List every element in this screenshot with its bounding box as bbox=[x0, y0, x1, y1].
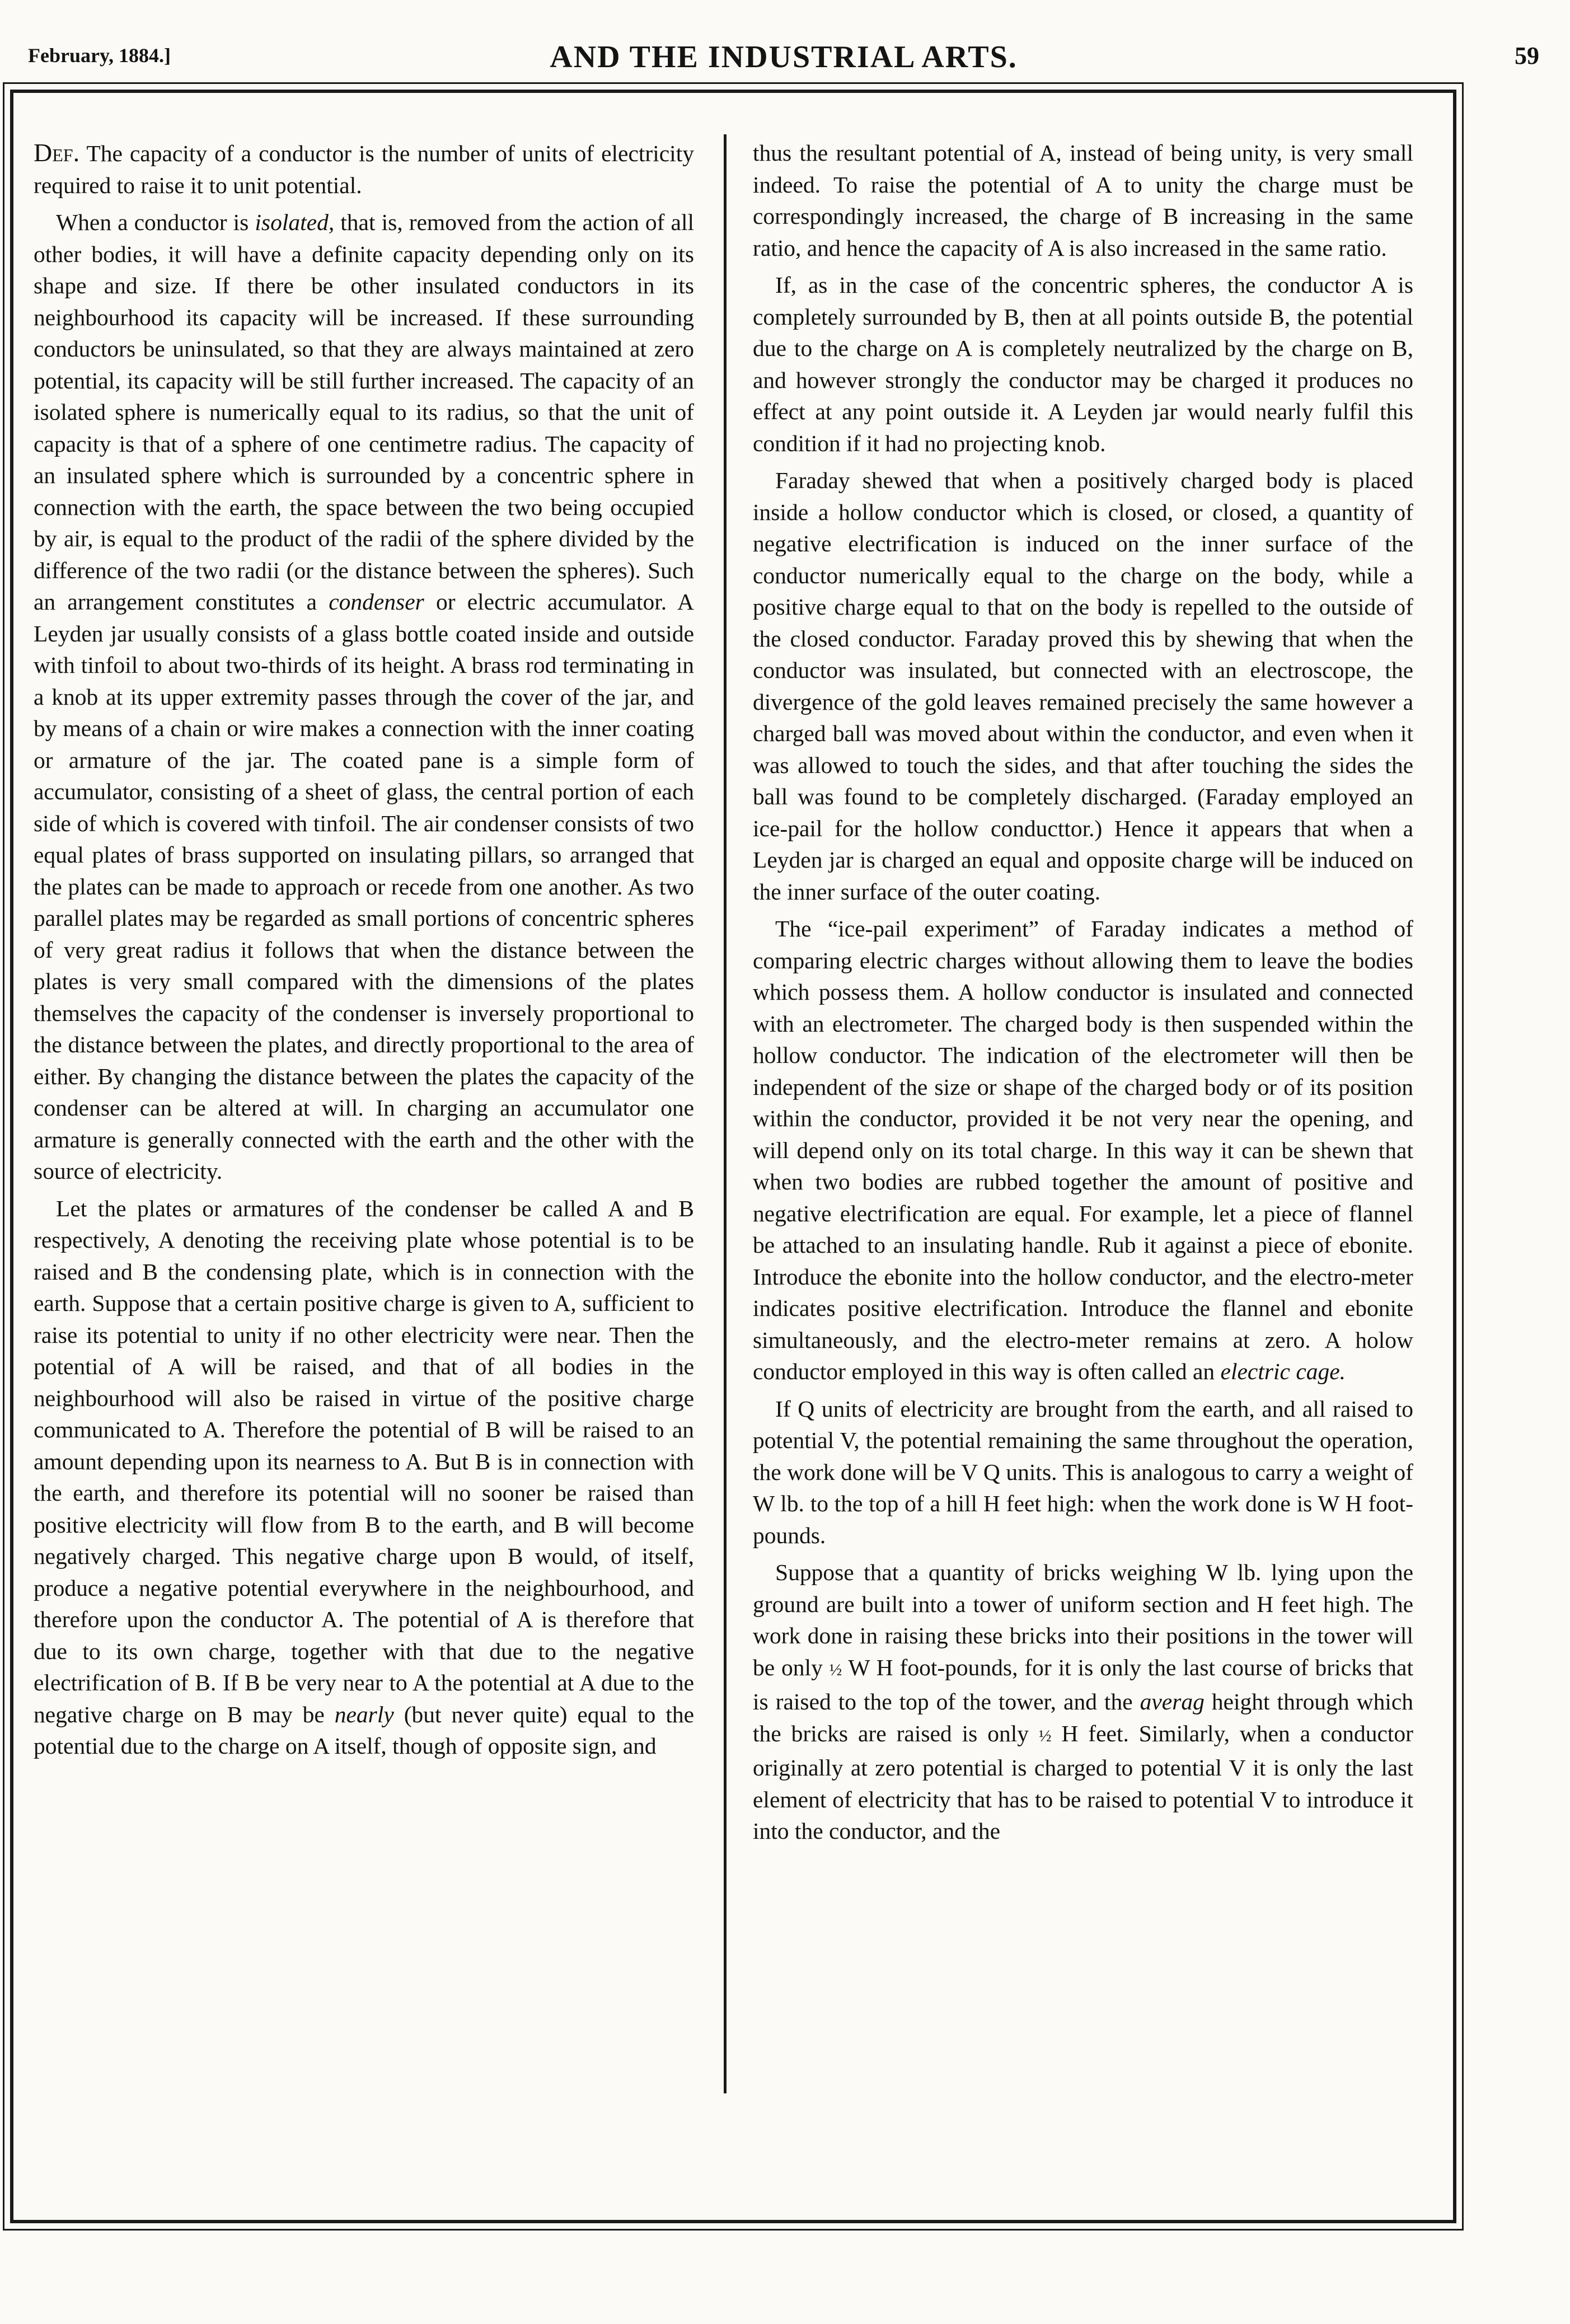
text-run: The “ice-pail experiment” of Faraday indicates a method of comparing electric charges without allowing them to leave the bodies which possess them. A hollow conductor is insulated and connected with an electrometer. The charged body is then suspended within the hollow conductor. The indication of the electrometer will then be independent of the size or shape of the charged body or of its position within the conductor, provided it be not very near the opening, and will depend only on its total charge. In this way it can be shewn that when two bodies are rubbed together the amount of positive and negative electrification are equal. For example, let a piece of flannel be attached to an insulating handle. Rub it against a piece of ebonite. Introduce the ebonite into the hollow conductor, and the electro-meter indicates positive electrification. Introduce the flannel and ebonite simultaneously, and the electro-meter remains at zero. A holow conductor employed in this way is often called an bbox=[753, 916, 1413, 1384]
paragraph: If Q units of electricity are brought from the earth, and all raised to potential V, the potential remaining the same throughout the operation, the work done will be V Q units. This is analogous to carry a weight of W lb. to the top of a hill H feet high: when the work done is W H foot-pounds. bbox=[753, 1395, 1413, 1548]
text-run: H feet. Similarly, when a conductor originally at zero potential is charged to potential V it is only the last element of electricity that has to be raised to potential V to introduce it into the conductor, and the bbox=[753, 1720, 1414, 1844]
fraction: ½ bbox=[1038, 1726, 1052, 1745]
text-run: that is, removed from the action of all other bodies, it will have a definite capacity depending only on its shape and size. If there be other insulated conductors in its neighbourhood its capacity will be increased. If these surrounding conductors be uninsulated, so that they are always maintained at zero potential, its capacity will be still further increased. The capacity of an isolated sphere is numerically equal to its radius, so that the unit of capacity is that of a sphere of one centimetre radius. The capacity of an insulated sphere which is surrounded by a concentric sphere in connection with the earth, the space between the two being occupied by air, is equal to the product of the radii of the sphere divided by the difference of the two radii (or the distance between the spheres). Such an arrangement constitutes a bbox=[34, 209, 695, 615]
italic-text: electric cage. bbox=[1220, 1358, 1346, 1384]
definition-paragraph bbox=[34, 137, 694, 201]
header-date: February, 1884.] bbox=[28, 44, 171, 67]
italic-text: isolated, bbox=[255, 209, 335, 235]
text-run: (but never quite) equal to the potential due to the charge on A itself, though of opposite sign, and bbox=[34, 1701, 695, 1759]
fraction: ½ bbox=[829, 1660, 842, 1679]
text-run: or electric accumulator. A Leyden jar usually consists of a glass bottle coated inside and outside with tinfoil to about two-thirds of its height. A brass rod terminating in a knob at its upper extremity passes through the cover of the jar, and by means of a chain or wire makes a connection with the inner coating or armature of the jar. The coated pane is a simple form of accumulator, consisting of a sheet of glass, the central portion of each side of which is covered with tinfoil. The air condenser consists of two equal plates of brass supported on insulating pillars, so arranged that the plates can be made to approach or recede from one another. As two parallel plates may be regarded as small portions of concentric spheres of very great radius it follows that when the distance between the plates is very small compared with the dimensions of the plates themselves the capacity of the condenser is inversely proportional to the distance between the plates, and directly proportional to the area of either. By changing the distance between the plates the capacity of the condenser can be altered at will. In charging an accumulator one armature is generally connected with the earth and the other with the source of electricity. bbox=[34, 589, 695, 1184]
text-run: height through which the bricks are raised is only bbox=[753, 1689, 1414, 1746]
paragraph bbox=[753, 1557, 1413, 1847]
text-run: Let the plates or armatures of the condenser be called A and B respectively, A denoting the receiving plate whose potential is to be raised and B the condensing plate, which is in connection with the earth. Suppose that a certain positive charge is given to A, sufficient to raise its potential to unity if no other electricity were near. Then the potential of A will be raised, and that of all bodies in the neighbourhood will also be raised in virtue of the positive charge communicated to A. Therefore the potential of B will be raised to an amount depending upon its nearness to A. But B is in connection with the earth, and therefore its potential will no sooner be raised than positive electricity will flow from B to the earth, and B will become negatively charged. This negative charge upon B would, of itself, produce a negative potential everywhere in the neighbourhood, and therefore upon the conductor A. The potential of A is therefore that due to its own charge, together with that due to the negative electrification of B. If B be very near to A the potential at A due to the negative charge on B may be bbox=[34, 1195, 694, 1727]
text-run: When a conductor is bbox=[56, 209, 249, 235]
page-header bbox=[22, 34, 1545, 90]
def-label: Def. bbox=[34, 138, 80, 167]
def-text: The capacity of a conductor is the number of units of electricity required to raise it to unit potential. bbox=[34, 140, 694, 198]
paragraph bbox=[34, 207, 694, 1187]
paragraph: thus the resultant potential of A, instead of being unity, is very small indeed. To raise the potential of A to unity the charge must be correspondingly increased, the charge of B increasing in the same ratio, and hence the capacity of A is also increased in the same ratio. bbox=[753, 140, 1413, 261]
paragraph bbox=[753, 913, 1413, 1388]
column-divider bbox=[724, 134, 727, 2093]
paragraph: Faraday shewed that when a positively charged body is placed inside a hollow conductor which is closed, or closed, a quantity of negative electrification is induced on the inner surface of the conductor numerically equal to the charge on the body, while a positive charge equal to that on the body is repelled to the outside of the closed conductor. Faraday proved this by shewing that when the conductor was insulated, but connected with an electroscope, the divergence of the gold leaves remained precisely the same however a charged ball was moved about within the conductor, and even when it was allowed to touch the sides, and that after touching the sides the ball was found to be completely discharged. (Faraday employed an ice-pail for the hollow conducttor.) Hence it appears that when a Leyden jar is charged an equal and opposite charge will be induced on the inner surface of the outer coating. bbox=[753, 467, 1413, 905]
text-run: W H foot-pounds, for it is only the last course of bricks that is raised to the top of the tower, and the bbox=[753, 1654, 1413, 1714]
italic-text: condenser bbox=[329, 589, 424, 615]
paragraph: If, as in the case of the concentric spheres, the conductor A is completely surrounded by B, then at all points outside B, the potential due to the charge on A is completely neutralized by the charge on B, and however strongly the conductor may be charged it produces no effect at any point outside it. A Leyden jar would nearly fulfil this condition if it had no projecting knob. bbox=[753, 272, 1413, 456]
italic-text: averag bbox=[1140, 1689, 1205, 1714]
text-run: Suppose that a quantity of bricks weighing W lb. lying upon the ground are built into a tower of uniform section and H feet high. The work done in raising these bricks into their positions in the tower will be only bbox=[753, 1559, 1413, 1680]
page-number: 59 bbox=[1515, 42, 1539, 69]
italic-text: nearly bbox=[334, 1701, 394, 1727]
right-column bbox=[753, 137, 1413, 1853]
header-title: AND THE INDUSTRIAL ARTS. bbox=[550, 40, 1018, 74]
paragraph bbox=[34, 1193, 694, 1762]
left-column bbox=[34, 137, 694, 1768]
